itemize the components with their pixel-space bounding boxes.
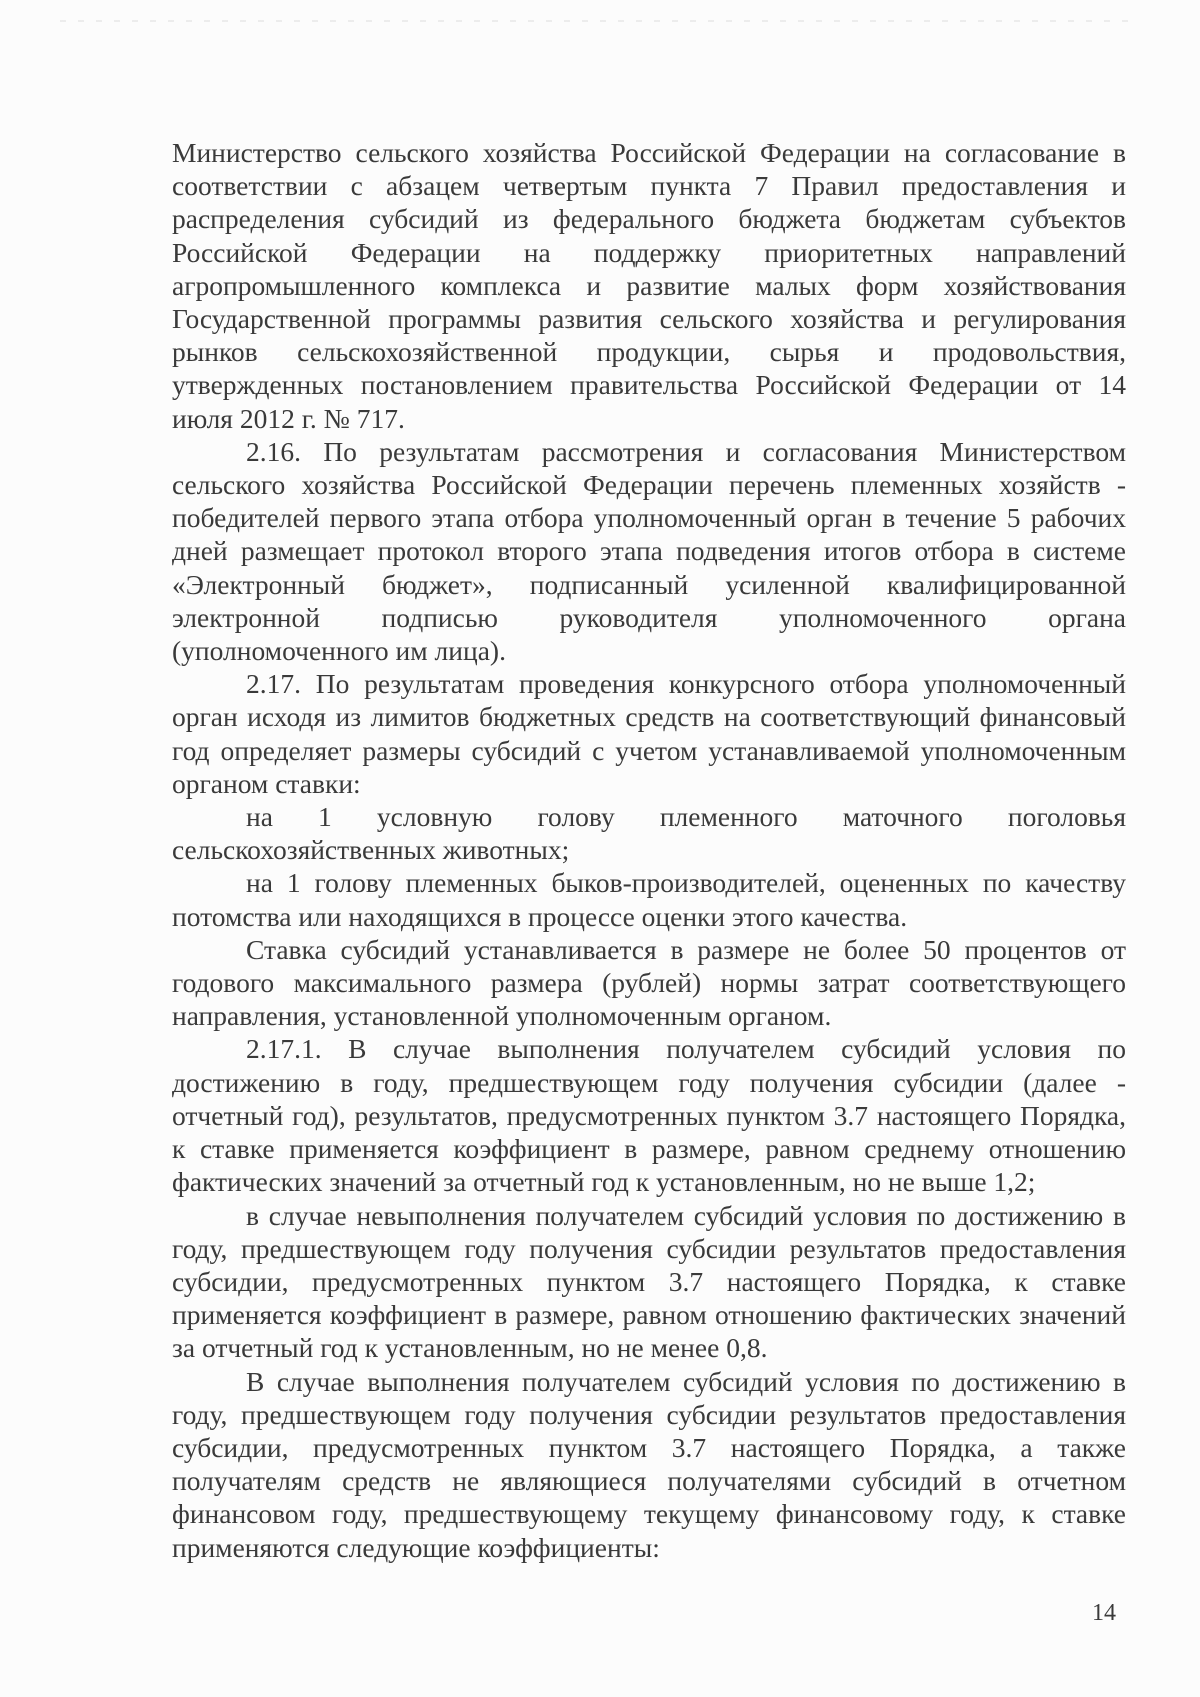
paragraph-coefficients: В случае выполнения получателем субсидий условия по достижению в году, предшествующем году получения субсидии результатов предоставления субсидии, предусмотренных пунктом 3.7 настоящего Порядка, а также получателям средств не являющиеся получателями субсидий в отчетном финансовом году, предшествующему текущему финансовому году, к ставке применяются следующие коэффициенты:	[172, 1365, 1126, 1563]
paragraph-rate-item-2: на 1 голову племенных быков-производителей, оцененных по качеству потомства или находящихся в процессе оценки этого качества.	[172, 867, 1126, 932]
paragraph-rate-item-1: на 1 условную голову племенного маточного поголовья сельскохозяйственных животных;	[172, 801, 1126, 866]
page-number: 14	[1092, 1600, 1116, 1626]
scan-artifact	[60, 20, 1140, 22]
document-body	[172, 136, 1126, 1564]
paragraph-2-17-1: 2.17.1. В случае выполнения получателем субсидий условия по достижению в году, предшествующем году получения субсидии (далее - отчетный год), результатов, предусмотренных пунктом 3.7 настоящего Порядка, к ставке применяется коэффициент в размере, равном среднему отношению фактических значений за отчетный год к установленным, но не выше 1,2;	[172, 1033, 1126, 1198]
paragraph-non-fulfillment: в случае невыполнения получателем субсидий условия по достижению в году, предшествующем году получения субсидии результатов предоставления субсидии, предусмотренных пунктом 3.7 настоящего Порядка, к ставке применяется коэффициент в размере, равном отношению фактических значений за отчетный год к установленным, но не менее 0,8.	[172, 1199, 1126, 1364]
paragraph-rate-limit: Ставка субсидий устанавливается в размере не более 50 процентов от годового максимального размера (рублей) нормы затрат соответствующего направления, установленной уполномоченным органом.	[172, 933, 1126, 1032]
paragraph-2-16: 2.16. По результатам рассмотрения и согласования Министерством сельского хозяйства Российской Федерации перечень племенных хозяйств - победителей первого этапа отбора уполномоченный орган в течение 5 рабочих дней размещает протокол второго этапа подведения итогов отбора в системе «Электронный бюджет», подписанный усиленной квалифицированной электронной подписью руководителя уполномоченного органа (уполномоченного им лица).	[172, 435, 1126, 667]
paragraph-2-17: 2.17. По результатам проведения конкурсного отбора уполномоченный орган исходя из лимитов бюджетных средств на соответствующий финансовый год определяет размеры субсидий с учетом устанавливаемой уполномоченным органом ставки:	[172, 668, 1126, 799]
paragraph-continuation: Министерство сельского хозяйства Российской Федерации на согласование в соответствии с абзацем четвертым пункта 7 Правил предоставления и распределения субсидий из федерального бюджета бюджетам субъектов Российской Федерации на поддержку приоритетных направлений агропромышленного комплекса и развитие малых форм хозяйствования Государственной программы развития сельского хозяйства и регулирования рынков сельскохозяйственной продукции, сырья и продовольствия, утвержденных постановлением правительства Российской Федерации от 14 июля 2012 г. № 717.	[172, 137, 1126, 434]
